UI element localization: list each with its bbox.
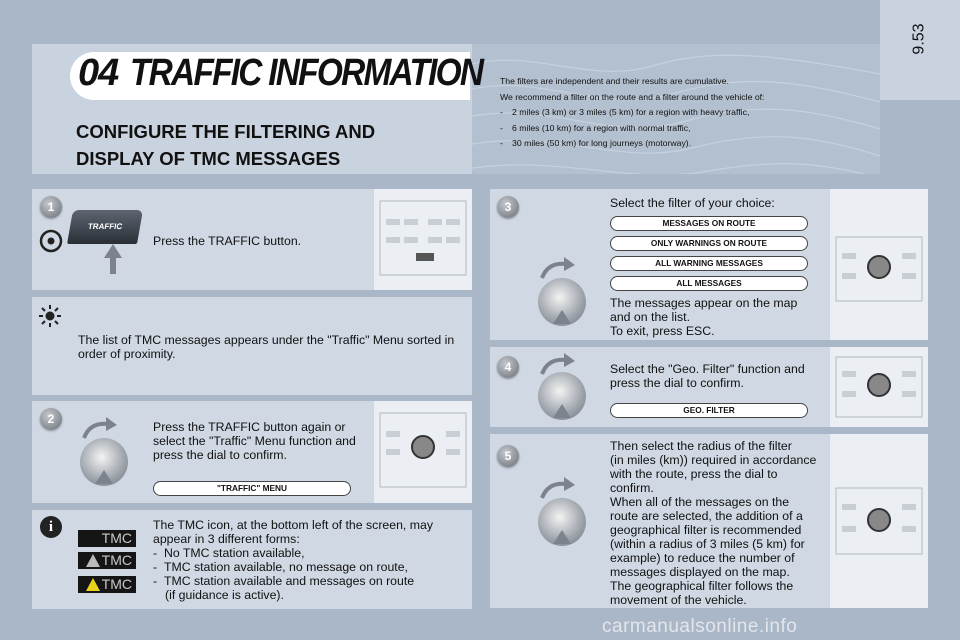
intro-text [500, 74, 860, 152]
radio-thumbnail [830, 434, 928, 608]
radio-unit-illustration [830, 189, 928, 340]
watermark: carmanualsonline.info [602, 616, 798, 637]
info-icon: i [40, 516, 62, 538]
tmc-label: TMC [101, 552, 132, 568]
intro-line-2: We recommend a filter on the route and a filter around the vehicle of: [500, 91, 765, 102]
step-2-line-1: Press the TRAFFIC button again or [153, 420, 346, 434]
radio-unit-illustration [830, 347, 928, 427]
rotate-arrow-icon [82, 416, 118, 440]
tmc-icon-no-station: TMC [78, 530, 136, 547]
step-3-line-3: To exit, press ESC. [610, 324, 715, 338]
step-5-line: example) to reduce the number of [610, 551, 795, 565]
info-line-1: The TMC icon, at the bottom left of the screen, may [153, 518, 433, 532]
radio-thumbnail [830, 347, 928, 427]
step-5-line: (within a radius of 3 miles (5 km) for [610, 537, 805, 551]
tmc-icon-messages [78, 576, 136, 593]
warning-triangle-icon [86, 554, 100, 567]
step-5-line: route are selected, the addition of a [610, 509, 803, 523]
option-messages-on-route: MESSAGES ON ROUTE [610, 216, 808, 231]
step-2-text [153, 420, 356, 462]
step-4-text [610, 362, 805, 390]
step-5-line: The geographical filter follows the [610, 579, 794, 593]
press-arrow-icon [95, 470, 113, 484]
step-5-line: Then select the radius of the filter [610, 439, 792, 453]
radio-thumbnail [374, 401, 472, 503]
radio-unit-illustration [374, 189, 472, 290]
tip-text: The list of TMC messages appears under the "Traffic" Menu sorted in order of proximity. [78, 333, 455, 361]
step-5-line: with the route, press the dial to [610, 467, 778, 481]
chapter-number: 04 [78, 52, 119, 94]
step-4-badge: 4 [497, 356, 519, 378]
traffic-button-icon: TRAFFIC [67, 210, 143, 244]
press-arrow-icon [553, 404, 571, 418]
radio-thumbnail [830, 189, 928, 340]
lightbulb-icon [38, 304, 60, 326]
step-3-line-1: The messages appear on the map [610, 296, 798, 310]
step-5-badge: 5 [497, 445, 519, 467]
step-3-text [610, 296, 797, 338]
tmc-icon-no-message [78, 552, 136, 569]
step-5-line: movement of the vehicle. [610, 593, 747, 607]
step-5-line: confirm. [610, 481, 654, 495]
step-2-line-3: press the dial to confirm. [153, 448, 287, 462]
step-5-line: messages displayed on the map. [610, 565, 790, 579]
geo-filter-pill: GEO. FILTER [610, 403, 808, 418]
press-arrow-icon [553, 530, 571, 544]
info-item: - TMC station available, no message on route, [153, 560, 408, 574]
press-arrow-stem [110, 258, 116, 274]
cd-icon [38, 228, 64, 254]
intro-line-1: The filters are independent and their results are cumulative. [500, 76, 729, 86]
tmc-label: TMC [101, 576, 132, 592]
traffic-menu-pill: "TRAFFIC" MENU [153, 481, 351, 496]
step-3-badge: 3 [497, 196, 519, 218]
step-4-line-1: Select the "Geo. Filter" function and [610, 362, 805, 376]
step-1-text: Press the TRAFFIC button. [153, 234, 302, 248]
subtitle-line-1: CONFIGURE THE FILTERING AND [76, 121, 376, 142]
intro-item: - 2 miles (3 km) or 3 miles (5 km) for a region with heavy traffic, [500, 105, 860, 121]
step-3-heading: Select the filter of your choice: [610, 196, 775, 210]
intro-item: - 30 miles (50 km) for long journeys (motorway). [500, 136, 860, 152]
intro-item: - 6 miles (10 km) for a region with normal traffic, [500, 121, 860, 137]
step-5-line: When all of the messages on the [610, 495, 790, 509]
option-all-messages: ALL MESSAGES [610, 276, 808, 291]
step-3-line-2: and on the list. [610, 310, 690, 324]
option-all-warning-messages: ALL WARNING MESSAGES [610, 256, 808, 271]
rotate-arrow-icon [540, 256, 576, 280]
press-arrow-icon [553, 310, 571, 324]
info-item: - TMC station available and messages on route [153, 574, 415, 588]
page-number: 9.53 [910, 23, 928, 55]
press-arrow-icon [104, 244, 122, 258]
chapter-title: TRAFFIC INFORMATION [130, 52, 483, 94]
rotate-arrow-icon [540, 476, 576, 500]
option-only-warnings-on-route: ONLY WARNINGS ON ROUTE [610, 236, 808, 251]
info-item: - No TMC station available, [153, 546, 305, 560]
info-line-2: appear in 3 different forms: [153, 532, 300, 546]
section-subtitle [76, 118, 456, 172]
step-5-line: (in miles (km)) required in accordance [610, 453, 817, 467]
info-item: (if guidance is active). [165, 588, 284, 602]
step-2-badge: 2 [40, 408, 62, 430]
subtitle-line-2: DISPLAY OF TMC MESSAGES [76, 148, 341, 169]
step-1-badge: 1 [40, 196, 62, 218]
step-4-line-2: press the dial to confirm. [610, 376, 744, 390]
step-5-line: geographical filter is recommended [610, 523, 802, 537]
radio-unit-illustration [830, 434, 928, 608]
info-text [153, 518, 463, 602]
step-2-line-2: select the "Traffic" Menu function and [153, 434, 356, 448]
radio-thumbnail [374, 189, 472, 290]
step-5-text [610, 439, 830, 607]
radio-unit-illustration [374, 401, 472, 503]
warning-triangle-icon [86, 578, 100, 591]
